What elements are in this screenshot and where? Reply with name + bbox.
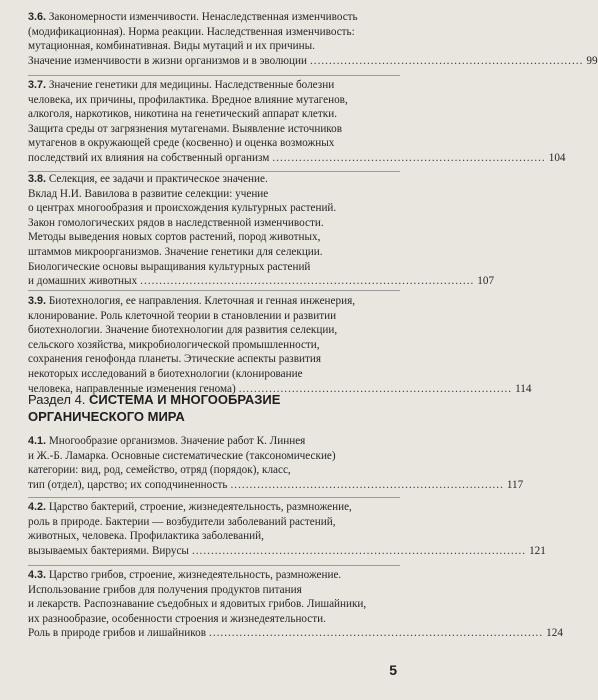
dot-leader: ........................................................................: [309, 54, 584, 67]
entry-line: алкоголя, наркотиков, никотина на генетический аппарат клетки.: [28, 108, 338, 121]
dot-leader: ........................................................................: [272, 151, 546, 164]
page-ref: 121: [529, 544, 546, 557]
entry-line: Закономерности изменчивости. Ненаследственная изменчивость: [48, 11, 358, 23]
dot-leader: ........................................................................................: [191, 544, 527, 557]
entry-line: сельского хозяйства, микробиологической промышленности,: [28, 338, 320, 351]
page-ref: 104: [548, 151, 566, 164]
entry-line: о центрах многообразия и происхождения культурных растений.: [28, 202, 337, 215]
page-ref: 114: [515, 382, 532, 395]
page-ref: 107: [477, 275, 495, 288]
entry-line: клонирование. Роль клеточной теории в становлении и развитии: [28, 309, 337, 322]
section-label: Раздел 4.: [28, 392, 86, 407]
dot-leader: ........................................................................................: [209, 627, 544, 640]
entry-line: и Ж.-Б. Ламарка. Основные систематические (таксономические): [28, 449, 336, 462]
toc-entry-4-2: [28, 500, 546, 558]
divider: [28, 290, 400, 291]
toc-entry-4-1: [28, 434, 524, 492]
entry-line: Вклад Н.И. Вавилова в развитие селекции: учение: [28, 187, 269, 200]
entry-number: 3.7.: [28, 79, 47, 91]
entry-line: мутационная, комбинативная. Виды мутаций и их причины.: [28, 40, 315, 53]
entry-line: Царство бактерий, строение, жизнедеятельность, размножение,: [48, 501, 352, 513]
entry-number: 4.3.: [28, 569, 47, 581]
dot-leader: ........................................................................: [238, 382, 513, 395]
entry-number: 3.8.: [28, 173, 47, 185]
entry-line: вызываемых бактериями. Вирусы: [28, 544, 189, 557]
entry-line: Закон гомологических рядов в наследственной изменчивости.: [28, 216, 324, 229]
entry-line: категории: вид, род, семейство, отряд (порядок), класс,: [28, 464, 291, 477]
divider: [28, 497, 400, 498]
entry-number: 3.9.: [28, 295, 47, 307]
toc-entry-3-8: [28, 172, 495, 289]
entry-line: Значение генетики для медицины. Наследственные болезни: [48, 79, 335, 91]
section-title-cont: ОРГАНИЧЕСКОГО МИРА: [28, 409, 185, 424]
toc-entry-3-7: [28, 78, 566, 166]
entry-line: штаммов микроорганизмов. Значение генетики для селекции.: [28, 245, 323, 258]
entry-line: Царство грибов, строение, жизнедеятельность, размножение.: [48, 569, 342, 581]
entry-line: роль в природе. Бактерии — возбудители заболеваний растений,: [28, 515, 336, 528]
entry-line: Роль в природе грибов и лишайников: [28, 627, 207, 640]
entry-line: Использование грибов для получения продуктов питания: [28, 583, 302, 596]
entry-line: и домашних животных: [28, 275, 138, 288]
entry-line: Селекция, ее задачи и практическое значение.: [48, 173, 268, 185]
entry-line: последствий их влияния на собственный организм: [28, 151, 270, 164]
entry-line: биотехнологии. Значение биотехнологии для развития селекции,: [28, 324, 338, 337]
entry-line: (модификационная). Норма реакции. Наследственная изменчивость:: [28, 25, 355, 38]
divider: [28, 75, 400, 76]
entry-line: Биотехнология, ее направления. Клеточная и генная инженерия,: [48, 295, 356, 307]
entry-line: Многообразие организмов. Значение работ К. Линнея: [48, 435, 306, 447]
entry-line: животных, человека. Профилактика заболеваний,: [28, 530, 264, 543]
page-ref: 99: [586, 54, 598, 67]
toc-entry-4-3: [28, 568, 563, 641]
toc-entry-3-6: [28, 10, 598, 68]
entry-line: Биологические основы выращивания культурных растений: [28, 260, 311, 273]
page-ref: 117: [506, 478, 524, 491]
dot-leader: ........................................................................: [230, 478, 504, 491]
page-number: 5: [389, 662, 397, 678]
entry-line: сохранения генофонда планеты. Этические аспекты развития: [28, 353, 321, 366]
entry-line: их разнообразие, особенности строения и жизнедеятельности.: [28, 612, 326, 625]
entry-line: тип (отдел), царство; их соподчиненность: [28, 478, 228, 491]
entry-number: 4.1.: [28, 435, 47, 447]
divider: [28, 565, 400, 566]
entry-line: и лекарств. Распознавание съедобных и ядовитых грибов. Лишайники,: [28, 598, 367, 611]
dot-leader: ........................................................................................: [140, 275, 475, 288]
entry-line: некоторых исследований в биотехнологии (клонирование: [28, 367, 303, 380]
page-ref: 124: [546, 627, 563, 640]
entry-line: Методы выведения новых сортов растений, пород животных,: [28, 231, 321, 244]
entry-line: человека, направленные изменения генома): [28, 382, 236, 395]
entry-number: 4.2.: [28, 501, 47, 513]
section-heading: [28, 391, 400, 425]
entry-line: человека, их причины, профилактика. Вредное влияние мутагенов,: [28, 93, 348, 106]
entry-line: мутагенов в окружающей среде (косвенно) и оценка возможных: [28, 137, 335, 150]
toc-entry-3-9: [28, 294, 532, 396]
entry-line: Значение изменчивости в жизни организмов и в эволюции: [28, 54, 307, 67]
entry-line: Защита среды от загрязнения мутагенами. Выявление источников: [28, 122, 343, 135]
section-title: СИСТЕМА И МНОГООБРАЗИЕ: [89, 392, 281, 407]
entry-number: 3.6.: [28, 11, 47, 23]
